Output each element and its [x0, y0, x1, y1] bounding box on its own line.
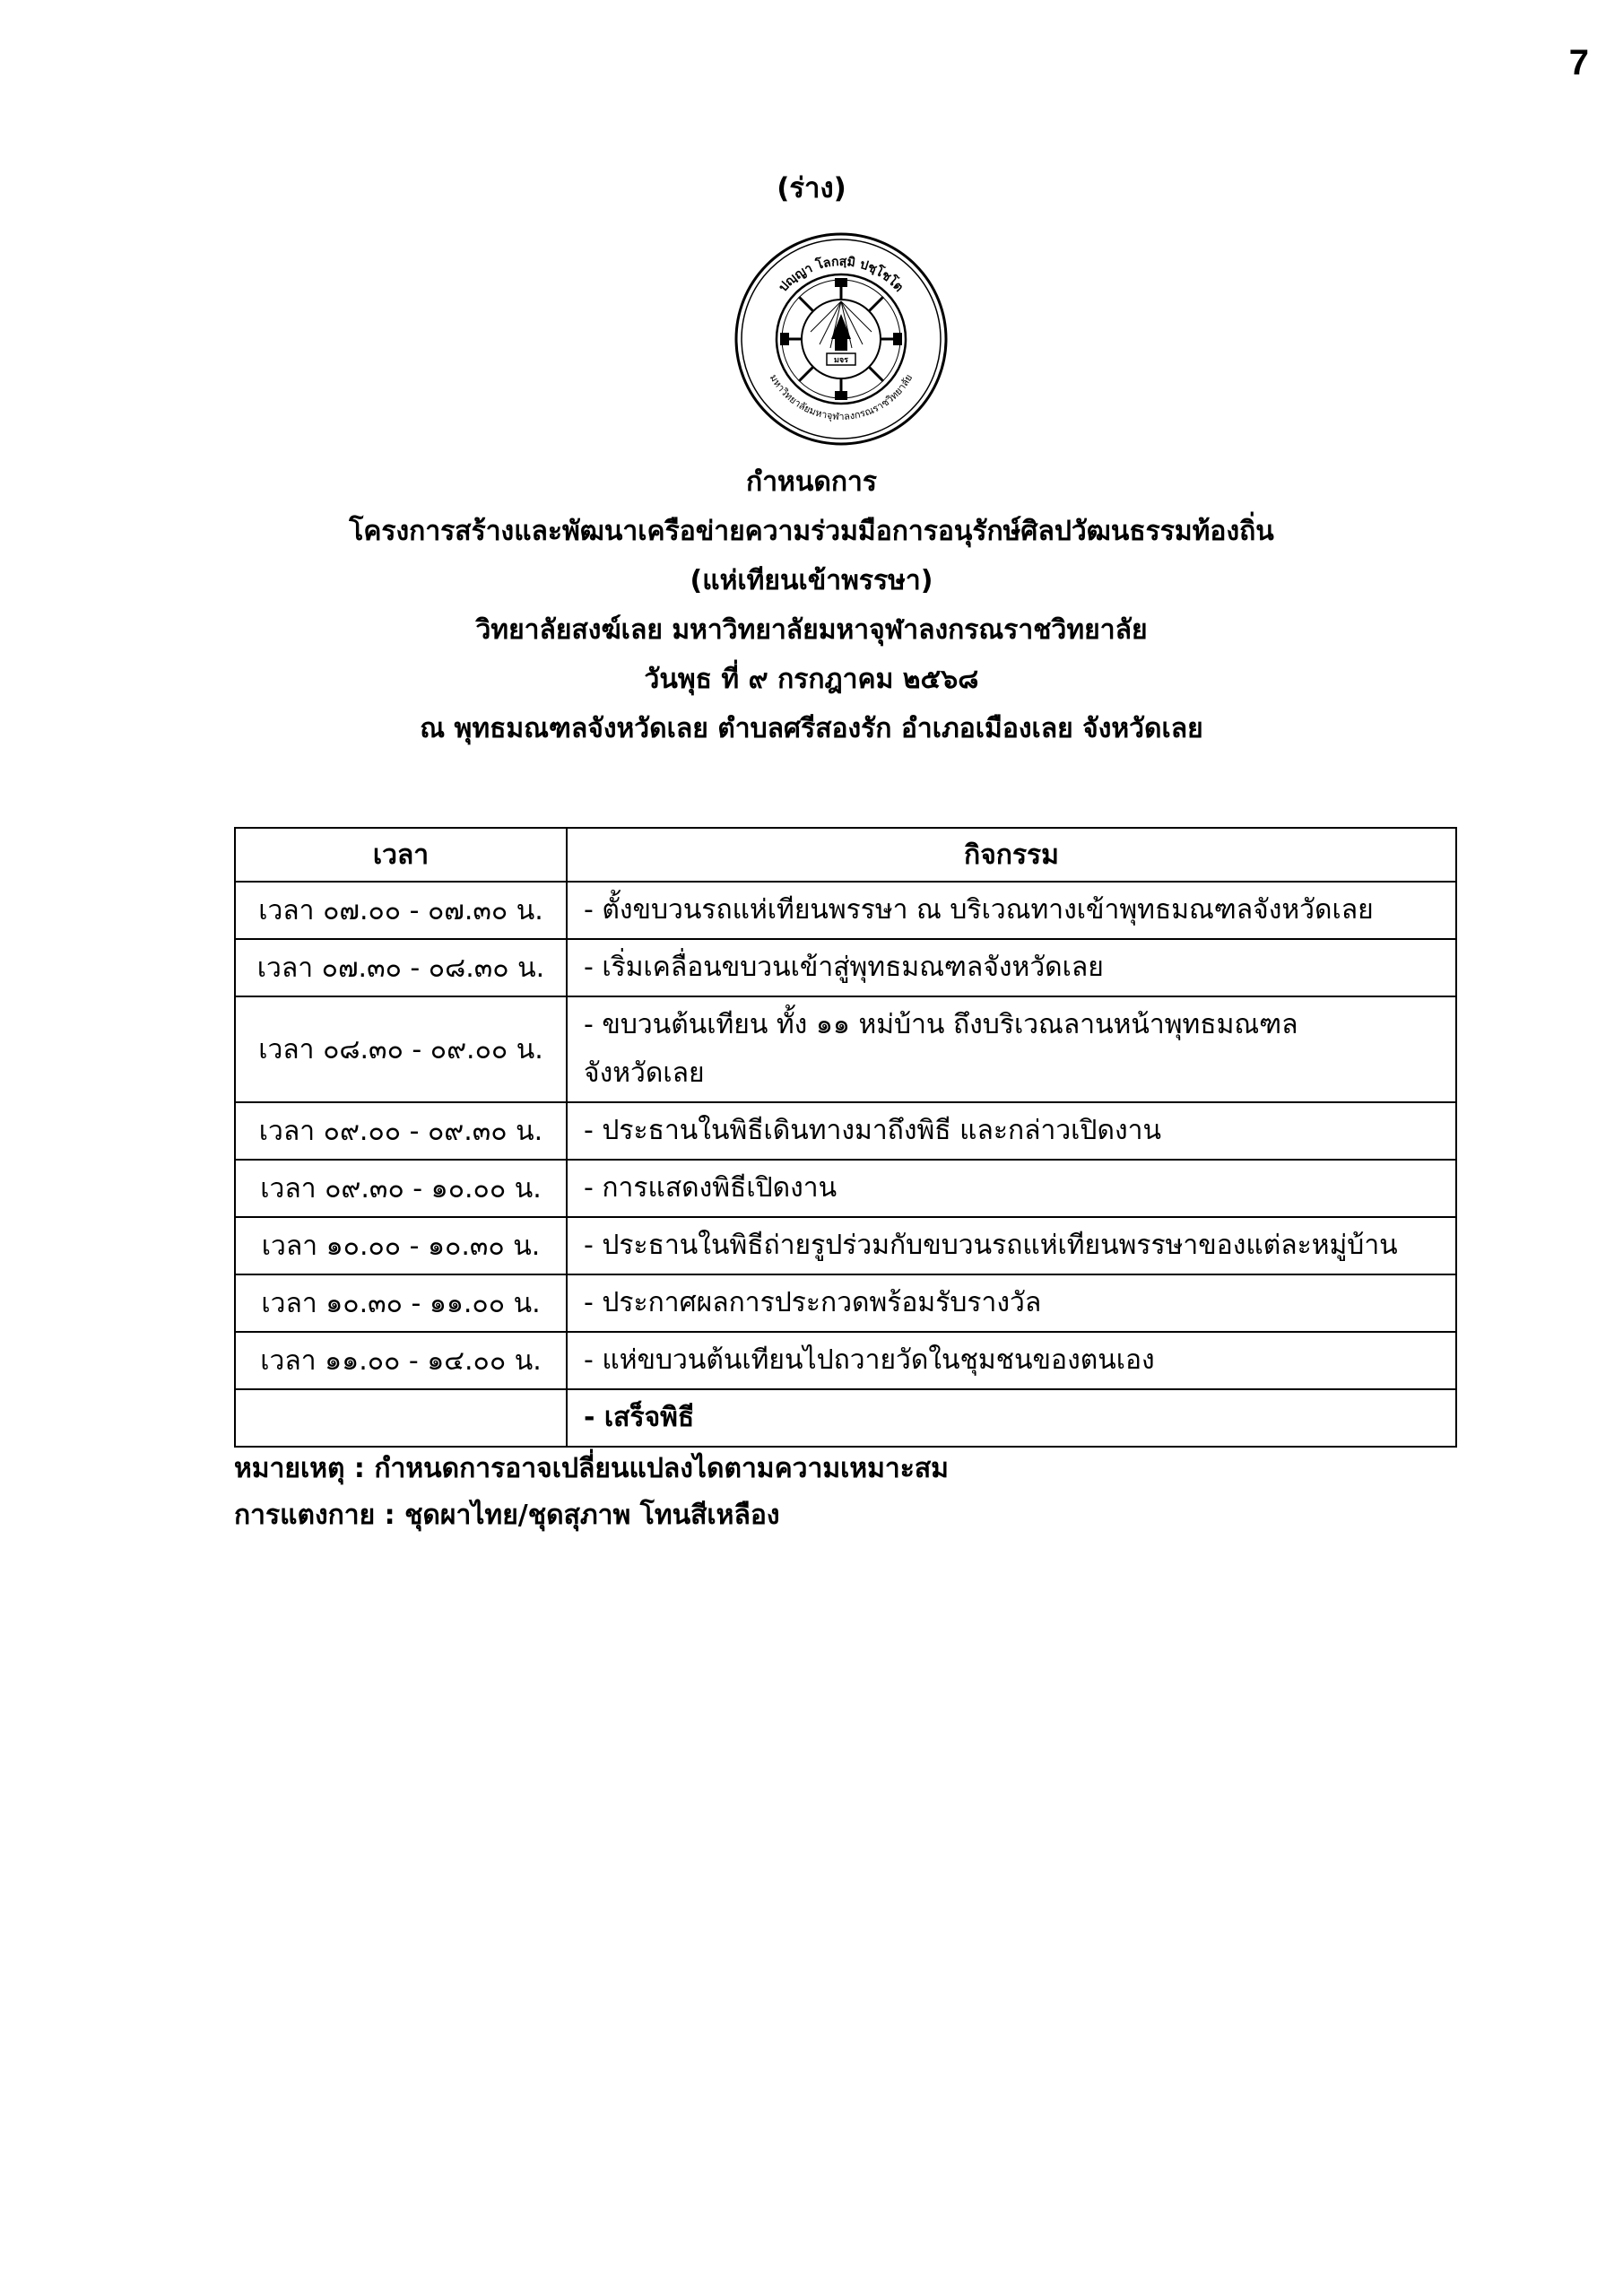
- seal-center-text: มจร: [833, 356, 849, 365]
- university-seal-icon: [733, 231, 949, 447]
- activity-cell: - ประธานในพิธีถ่ายรูปร่วมกับขบวนรถแห่เทียนพรรษาของแต่ละหมู่บ้าน: [567, 1217, 1456, 1274]
- heading-project-name: โครงการสร้างและพัฒนาเครือข่ายความร่วมมือการอนุรักษ์ศิลปวัฒนธรรมท้องถิ่น: [349, 516, 1274, 547]
- time-cell: เวลา ๐๙.๓๐ - ๑๐.๐๐ น.: [235, 1160, 567, 1217]
- time-cell: เวลา ๑๐.๐๐ - ๑๐.๓๐ น.: [235, 1217, 567, 1274]
- heading-organizer: วิทยาลัยสงฆ์เลย มหาวิทยาลัยมหาจุฬาลงกรณราชวิทยาลัย: [475, 614, 1148, 646]
- table-row: [235, 939, 1456, 996]
- schedule-table: [234, 827, 1457, 1448]
- time-cell: เวลา ๐๗.๓๐ - ๐๘.๓๐ น.: [235, 939, 567, 996]
- activity-cell: - ประธานในพิธีเดินทางมาถึงพิธี และกล่าวเปิดงาน: [567, 1102, 1456, 1160]
- table-row: [235, 1102, 1456, 1160]
- heading-venue: ณ พุทธมณฑลจังหวัดเลย ตำบลศรีสองรัก อำเภอเมืองเลย จังหวัดเลย: [420, 713, 1203, 744]
- time-cell: เวลา ๐๙.๐๐ - ๐๙.๓๐ น.: [235, 1102, 567, 1160]
- dress-code-note: การแตงกาย : ชุดผาไทย/ชุดสุภาพ โทนสีเหลือง: [234, 1500, 780, 1531]
- schedule-header-row: [235, 828, 1456, 882]
- time-cell: เวลา ๐๗.๐๐ - ๐๗.๓๐ น.: [235, 882, 567, 939]
- column-header-time: เวลา: [235, 828, 567, 882]
- table-row: [235, 882, 1456, 939]
- activity-cell-line: จังหวัดเลย: [584, 1057, 705, 1089]
- table-row: [235, 1217, 1456, 1274]
- heading-event-name: (แห่เทียนเข้าพรรษา): [690, 565, 933, 596]
- draft-label: (ร่าง): [777, 172, 846, 204]
- page-number: 7: [1568, 43, 1589, 83]
- column-header-activity: กิจกรรม: [567, 828, 1456, 882]
- notes-section: [234, 1446, 949, 1539]
- activity-cell: - การแสดงพิธีเปิดงาน: [567, 1160, 1456, 1217]
- time-cell: เวลา ๑๑.๐๐ - ๑๔.๐๐ น.: [235, 1332, 567, 1389]
- activity-cell: [567, 996, 1456, 1102]
- time-cell: เวลา ๑๐.๓๐ - ๑๑.๐๐ น.: [235, 1274, 567, 1332]
- heading-date: วันพุธ ที่ ๙ กรกฎาคม ๒๕๖๘: [644, 664, 979, 695]
- table-row: [235, 1274, 1456, 1332]
- activity-cell: - ประกาศผลการประกวดพร้อมรับรางวัล: [567, 1274, 1456, 1332]
- seal-top-text: ปญฺญา โลกสฺมิ ปชฺโชโต: [776, 254, 907, 295]
- remark-note: หมายเหตุ : กำหนดการอาจเปลี่ยนแปลงไดตามความเหมาะสม: [234, 1453, 949, 1484]
- table-row: [235, 1160, 1456, 1217]
- time-cell: [235, 1389, 567, 1447]
- heading-title: กำหนดการ: [746, 466, 877, 498]
- time-cell: เวลา ๐๘.๓๐ - ๐๙.๐๐ น.: [235, 996, 567, 1102]
- activity-cell: - เสร็จพิธี: [567, 1389, 1456, 1447]
- activity-cell: - เริ่มเคลื่อนขบวนเข้าสู่พุทธมณฑลจังหวัดเลย: [567, 939, 1456, 996]
- activity-cell: - ตั้งขบวนรถแห่เทียนพรรษา ณ บริเวณทางเข้าพุทธมณฑลจังหวัดเลย: [567, 882, 1456, 939]
- table-row: [235, 996, 1456, 1102]
- activity-cell-line: - ขบวนต้นเทียน ทั้ง ๑๑ หม่บ้าน ถึงบริเวณลานหน้าพุทธมณฑล: [584, 1009, 1298, 1040]
- table-row: [235, 1332, 1456, 1389]
- document-heading: [0, 457, 1623, 753]
- seal-bottom-text: มหาวิทยาลัยมหาจุฬาลงกรณราชวิทยาลัย: [767, 372, 916, 423]
- table-row: [235, 1389, 1456, 1447]
- activity-cell: - แห่ขบวนต้นเทียนไปถวายวัดในชุมชนของตนเอง: [567, 1332, 1456, 1389]
